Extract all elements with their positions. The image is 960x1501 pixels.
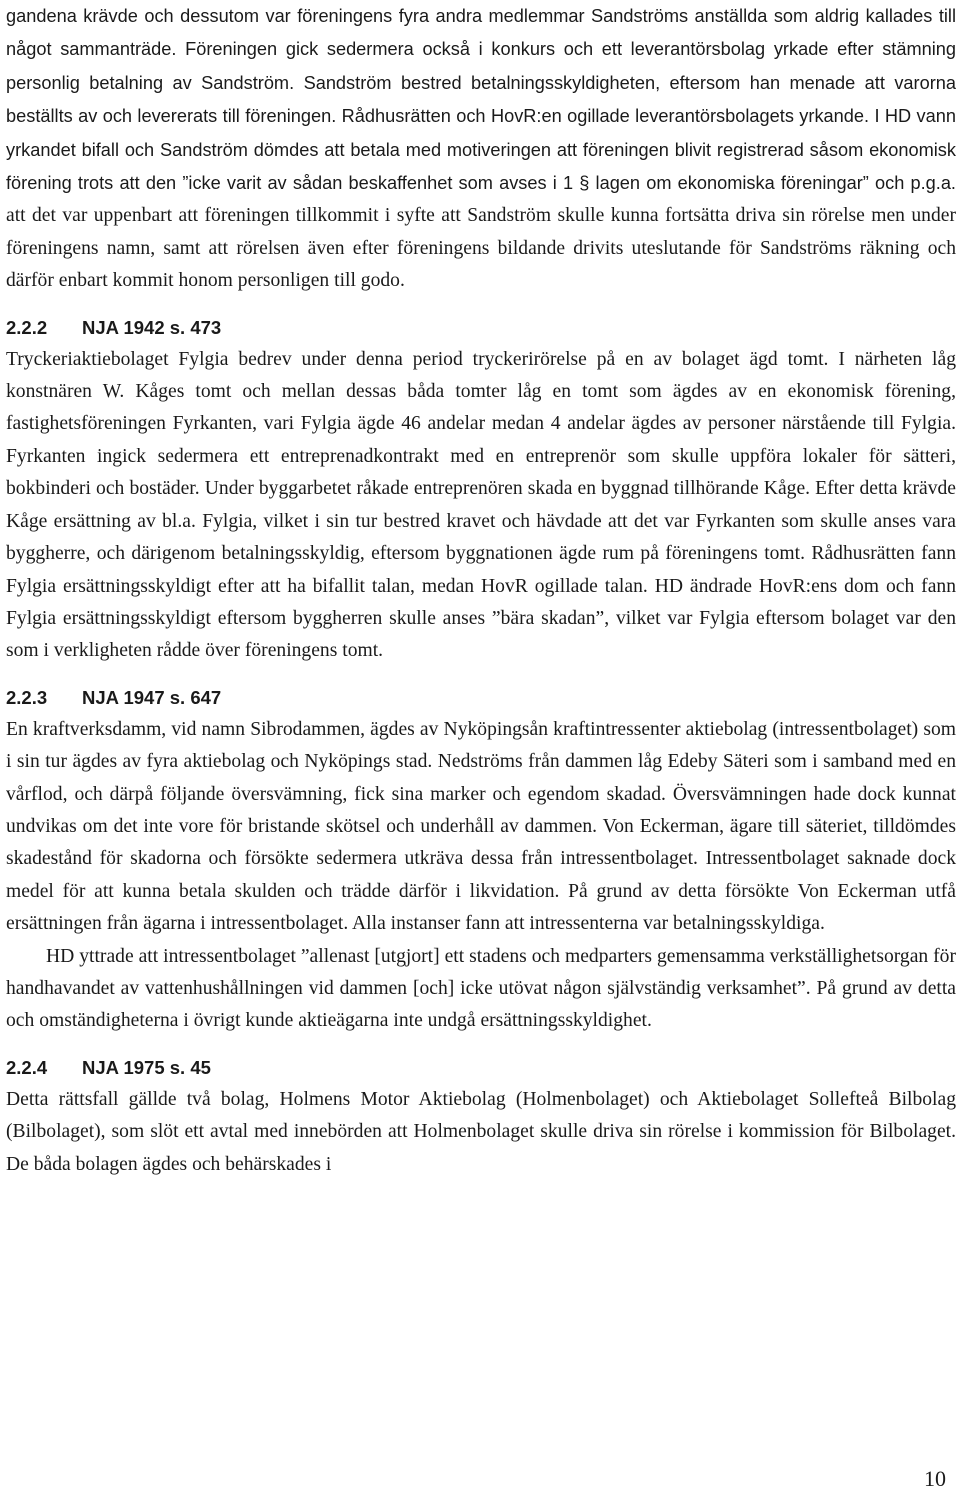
section-heading-2-2-4 — [6, 1038, 956, 1084]
section-2-2-3-paragraph-1: En kraftverksdamm, vid namn Sibrodammen, ägdes av Nyköpingsån kraftintressenter aktiebolag (intressentbolaget) som i sin tur ägdes av fyra aktiebolag och Nyköpings stad. Nedströms från dammen låg Edeby Säteri som i samband med en vårflod, och därpå följande översvämning, fick sina marker och egendom skadad. Översvämningen hade dock kunnat undvikas om det inte vore för bristande skötsel och underhåll av dammen. Von Eckerman, ägare till säteriet, tilldömdes skadestånd för skadorna och försökte sedermera utkräva dessa från intressentbolaget. Intressentbolaget saknade dock medel för att kunna betala skulden och trädde därför i likvidation. På grund av detta försökte Von Eckerman utfå ersättningen från ägarna i intressentbolaget. Alla instanser fann att intressenterna var betalningsskyldiga. — [6, 718, 956, 935]
intro-text-serif: att det var uppenbart att föreningen tillkommit i syfte att Sandström skulle kunna fortsätta driva sin rörelse men under föreningens namn, samt att rörelsen även efter föreningens bildande drivits uteslutande för Sandströms räkning och därför enbart kommit honom personligen till godo. — [6, 205, 956, 292]
section-2-2-3-paragraph-2: HD yttrade att intressentbolaget ”allenast [utgjort] ett stadens och medparters gemensamma verkställighetsorgan för handhavandet av vattenhushållningen vid dammen [och] icke utövat någon självständig verksamhet”. På grund av detta och omständigheterna i övrigt kunde aktieägarna inte undgå ersättningsskyldighet. — [6, 945, 956, 1032]
section-title: NJA 1947 s. 647 — [82, 686, 222, 708]
section-2-2-4-paragraph: Detta rättsfall gällde två bolag, Holmens Motor Aktiebolag (Holmenbolaget) och Aktiebolaget Sollefteå Bilbolag (Bilbolaget), som slöt ett avtal med innebörden att Holmenbolaget skulle driva sin rörelse i kommission för Bilbolaget. De båda bolagen ägdes och behärskades i — [6, 1088, 956, 1175]
intro-paragraph — [6, 0, 956, 298]
section-number: 2.2.4 — [6, 1056, 48, 1078]
section-title: NJA 1975 s. 45 — [82, 1056, 211, 1078]
document-page — [6, 0, 956, 1181]
section-heading-2-2-3 — [6, 668, 956, 714]
section-2-2-2-paragraph: Tryckeriaktiebolaget Fylgia bedrev under denna period tryckerirörelse på en av bolaget ägd tomt. I närheten låg konstnären W. Kåges tomt och mellan dessas båda tomter låg en tomt som ägdes av en ekonomisk förening, fastighetsföreningen Fyrkanten, vari Fylgia ägde 46 andelar medan 4 andelar ägdes av personer närstående till Fylgia. Fyrkanten ingick sedermera ett entreprenadkontrakt med en entreprenör som skulle uppföra lokaler för sätteri, bokbinderi och bostäder. Under byggarbetet råkade entreprenören skada en byggnad tillhörande Kåge. Efter detta krävde Kåge ersättning av bl.a. Fylgia, vilket i sin tur bestred kravet och hävdade att det var Fyrkanten som skulle anses vara byggherre, och därigenom betalningsskyldig, eftersom byggnationen ägde rum på föreningens tomt. Rådhusrätten fann Fylgia ersättningsskyldigt efter att ha bifallit talan, medan HovR ogillade talan. HD ändrade HovR:ens dom och fann Fylgia ersättningsskyldigt eftersom byggherren skulle anses ”bära skadan”, vilket var Fylgia eftersom bolaget var den som i verkligheten rådde över föreningens tomt. — [6, 348, 956, 662]
section-number: 2.2.2 — [6, 316, 48, 338]
section-heading-2-2-2 — [6, 298, 956, 344]
intro-text-sans: gandena krävde och dessutom var föreningens fyra andra medlemmar Sandströms anställda som aldrig kallades till något sammanträde. Föreningen gick sedermera också i konkurs och ett leverantörsbolag yrkade efter stämning personlig betalning av Sandström. Sandström bestred betalningsskyldigheten, eftersom han menade att varorna beställts av och levererats till föreningen. Rådhusrätten och HovR:en ogillade leverantörsbolagets yrkande. I HD vann yrkandet bifall och Sandström dömdes att betala med motiveringen att föreningen blivit registrerad såsom ekonomisk förening trots att den ”icke varit av sådan beskaffenhet som avses i 1 § lagen om ekonomiska föreningar” och p.g.a. — [6, 6, 956, 194]
section-title: NJA 1942 s. 473 — [82, 316, 222, 338]
page-number: 10 — [924, 1466, 946, 1491]
section-number: 2.2.3 — [6, 686, 48, 708]
